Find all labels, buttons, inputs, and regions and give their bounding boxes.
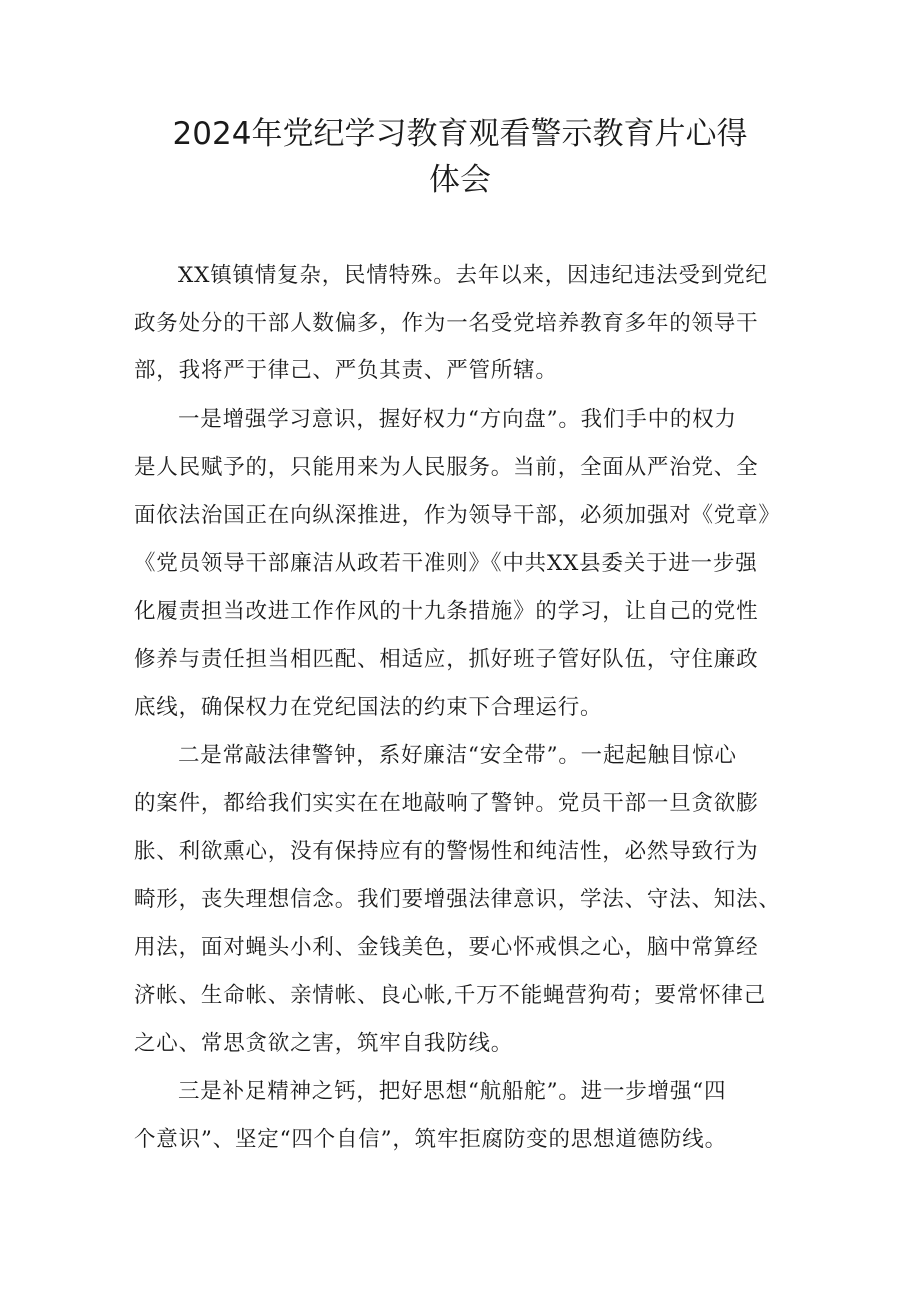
paragraph-2-line-7: 底线，确保权力在党纪国法的约束下合理运行。 [134, 695, 603, 720]
document-title-line1: 2024年党纪学习教育观看警示教育片心得 [172, 116, 748, 152]
paragraph-3-line-1: 二是常敲法律警钟，系好廉洁“安全带”。一起起触目惊心 [178, 743, 737, 768]
paragraph-2-line-6: 修养与责任担当相匹配、相适应，抓好班子管好队伍，守住廉政 [134, 647, 759, 672]
paragraph-4-line-2: 个意识”、坚定“四个自信”，筑牢拒腐防变的思想道德防线。 [134, 1127, 727, 1152]
paragraph-3-line-6: 济帐、生命帐、亲情帐、良心帐,千万不能蝇营狗苟；要常怀律己 [134, 983, 767, 1008]
paragraph-1-line-1: XX镇镇情复杂，民情特殊。去年以来，因违纪违法受到党纪 [178, 263, 768, 288]
paragraph-3-line-7: 之心、常思贪欲之害，筑牢自我防线。 [134, 1031, 514, 1056]
paragraph-3-line-4: 畸形，丧失理想信念。我们要增强法律意识，学法、守法、知法、 [134, 887, 781, 912]
paragraph-2-line-2: 是人民赋予的，只能用来为人民服务。当前，全面从严治党、全 [134, 455, 759, 480]
paragraph-1-line-3: 部，我将严于律己、严负其责、严管所辖。 [134, 358, 558, 383]
paragraph-1-line-2: 政务处分的干部人数偏多，作为一名受党培养教育多年的领导干 [134, 311, 759, 336]
paragraph-3-line-5: 用法，面对蝇头小利、金钱美色，要心怀戒惧之心，脑中常算经 [134, 935, 759, 960]
paragraph-4-line-1: 三是补足精神之钙，把好思想“航船舵”。进一步增强“四 [178, 1079, 727, 1104]
document-title-line2: 体会 [429, 162, 491, 198]
paragraph-2-line-4: 《党员领导干部廉洁从政若干准则》《中共XX县委关于进一步强 [134, 551, 758, 576]
paragraph-3-line-3: 胀、利欲熏心，没有保持应有的警惕性和纯洁性，必然导致行为 [134, 839, 759, 864]
paragraph-2-line-5: 化履责担当改进工作作风的十九条措施》的学习，让自己的党性 [134, 599, 759, 624]
paragraph-3-line-2: 的案件，都给我们实实在在地敲响了警钟。党员干部一旦贪欲膨 [134, 791, 759, 816]
paragraph-2-line-3: 面依法治国正在向纵深推进，作为领导干部，必须加强对《党章》 [134, 503, 781, 528]
paragraph-2-line-1: 一是增强学习意识，握好权力“方向盘”。我们手中的权力 [178, 407, 737, 432]
